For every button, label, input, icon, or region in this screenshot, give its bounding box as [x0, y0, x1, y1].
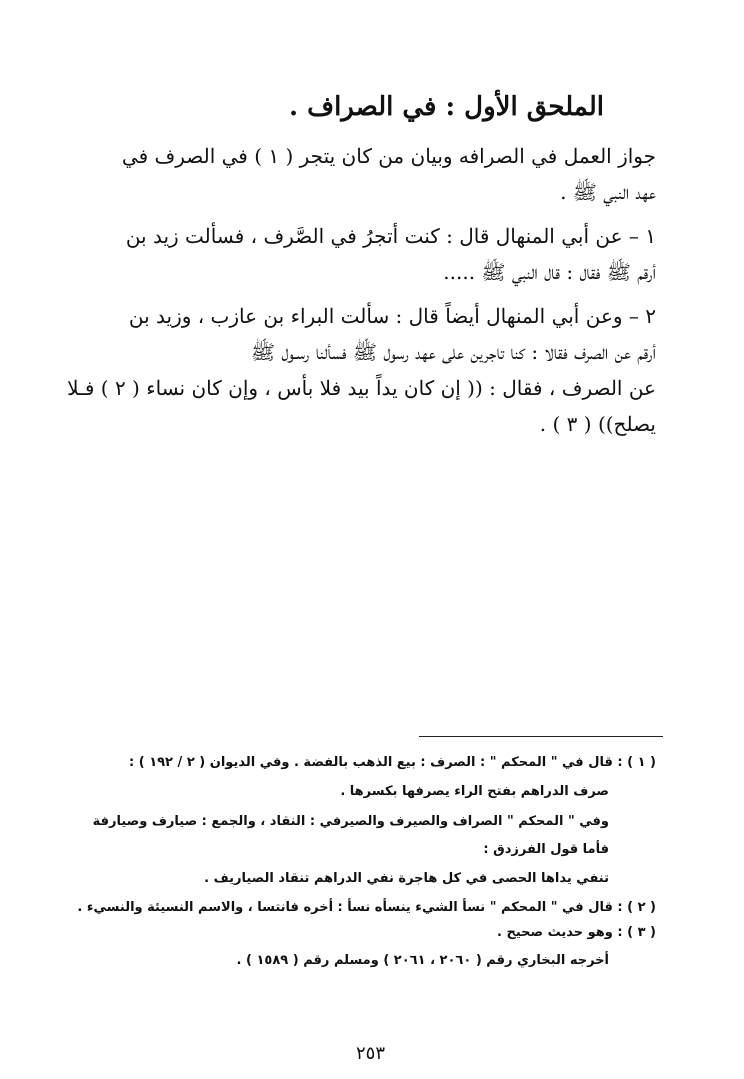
appendix-heading: الملحق الأول : في الصراف .: [289, 92, 604, 122]
body-line: عن الصرف ، فقال : (( إن كان يداً بيد فلا بأس ، وإن كان نساء ( ٢ ) فـلا: [67, 376, 656, 400]
footnote-line: صرف الدراهم بفتح الراء يصرفها بكسرها .: [340, 784, 609, 799]
body-line: ٢ – وعن أبي المنهال أيضاً قال : سألت البراء بن عازب ، وزيد بن: [128, 304, 656, 328]
footnote-line: فأما قول الفرزدق :: [483, 842, 609, 857]
body-line: عهد النبي ﷺ .: [560, 180, 656, 204]
footnote-line: ( ٣ ) : وهو حديث صحيح .: [496, 925, 656, 940]
page-number: ٢٥٣: [356, 1043, 386, 1064]
footnote-line: أخرجه البخاري رقم ( ٢٠٦٠ ، ٢٠٦١ ) ومسلم رقم ( ١٥٨٩ ) .: [236, 953, 609, 968]
body-line: أرقم ﷺ فقال : قال النبي ﷺ .....: [443, 260, 656, 284]
body-line: يصلح)) ( ٣ ) .: [539, 412, 656, 436]
footnote-line: وفي " المحكم " الصراف والصيرف والصيرفي : النقاد ، والجمع : صيارف وصيارفة: [92, 814, 609, 829]
footnote-line: ( ١ ) : قال في " المحكم " : الصرف : بيع الذهب بالفضة . وفي الديوان ( ٢ / ١٩٢ ) :: [128, 755, 656, 770]
footnote-line: تنفي يداها الحصى في كل هاجرة نفي الدراهم تنقاد الصياريف .: [204, 871, 609, 886]
footnote-line: ( ٢ ) : قال في " المحكم " نسأ الشيء ينسأه نسأ : أخره فانتسا ، والاسم النسيئة والنسيء .: [77, 900, 656, 915]
body-line: ١ – عن أبي المنهال قال : كنت أتجرُ في الصَّرف ، فسألت زيد بن: [125, 224, 656, 248]
footnote-separator: [419, 736, 663, 737]
body-line: أرقم عن الصرف فقالا : كنا تاجرين على عهد رسول ﷺ فسألنا رسـول ﷺ: [250, 340, 656, 364]
body-line: جواز العمل في الصرافه وبيان من كان يتجر ( ١ ) في الصرف في: [121, 144, 656, 168]
